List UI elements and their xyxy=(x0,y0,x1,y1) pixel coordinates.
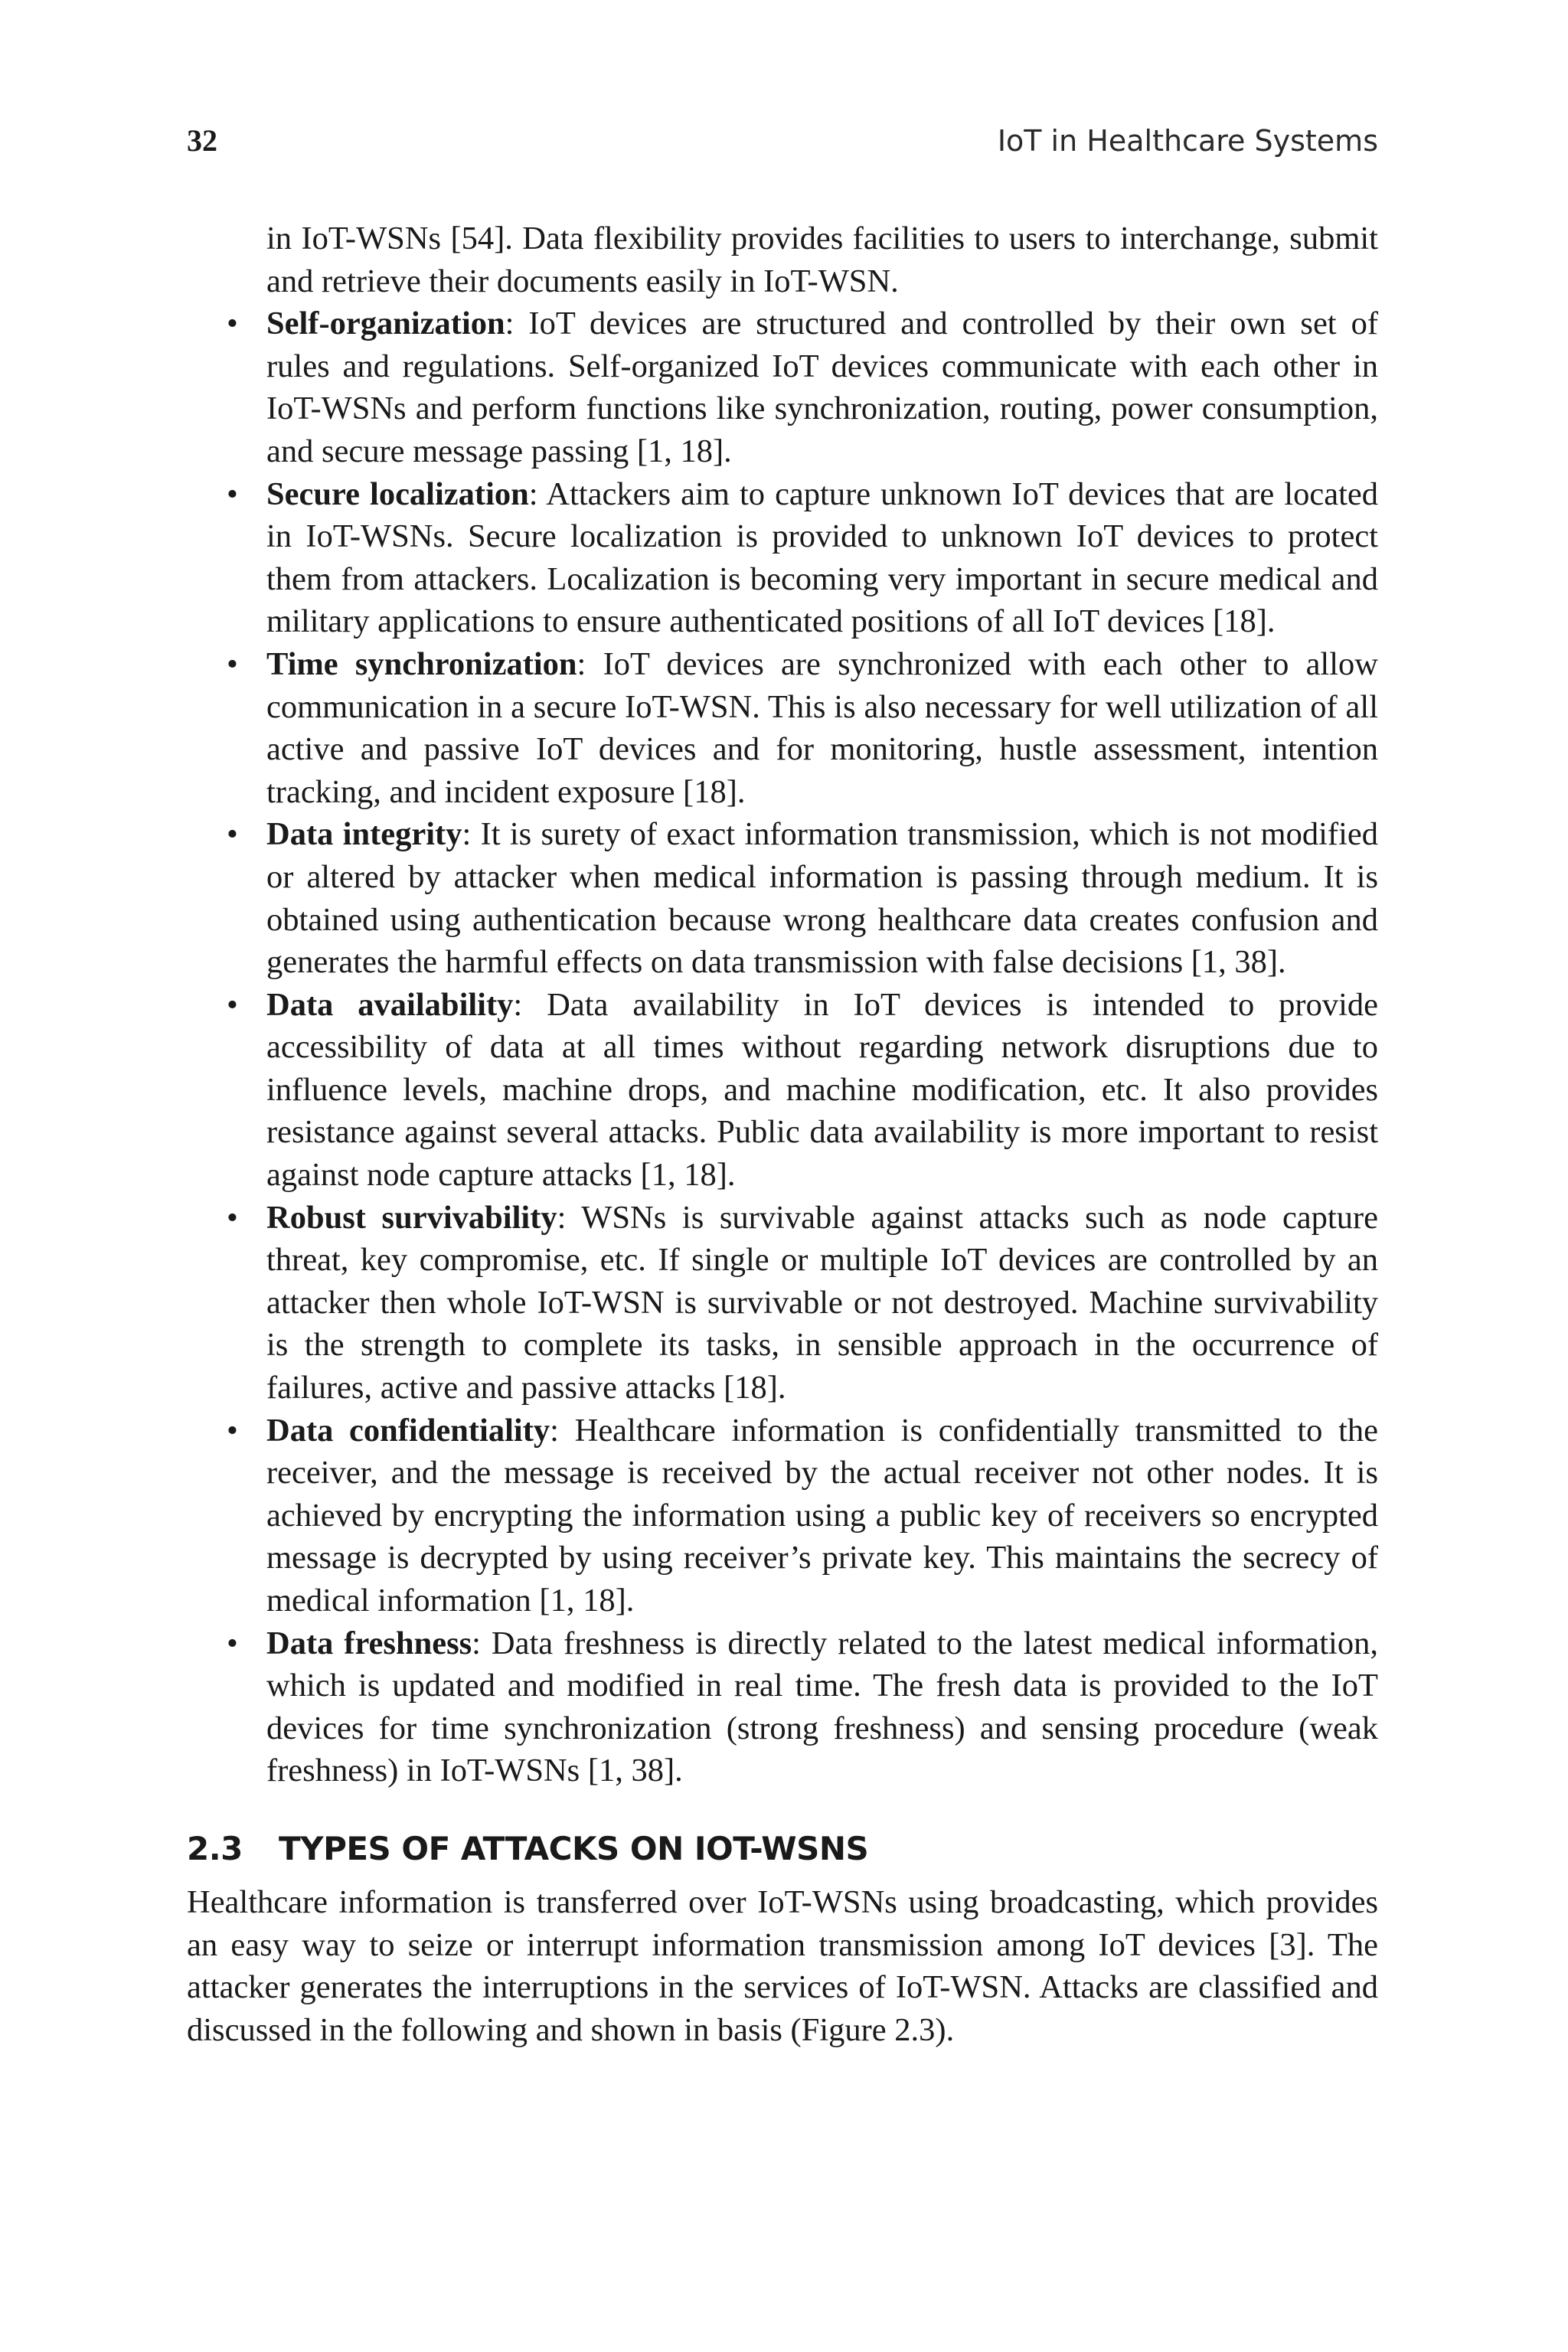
bullet-icon: • xyxy=(227,1625,238,1661)
bullet-icon: • xyxy=(227,645,238,682)
section-paragraph: Healthcare information is transferred over IoT-WSNs using broadcasting, which provides an easy way to seize or interrupt information transmission among IoT devices [3]. The attacker generates the interruptions in the services of IoT-WSN. Attacks are classified and discussed in the following and shown in basis (Figure 2.3). xyxy=(187,1883,1378,2048)
list-item-term: Robust survivability xyxy=(266,1199,557,1236)
bullet-icon: • xyxy=(227,1199,238,1236)
list-item-text: : It is surety of exact information transmission, which is not modified or altered by attacker when medical information is passing through medium. It is obtained using authentication because wrong healthcare data creates confusion and generates the harmful effects on data transmission with false decisions [1, 38]. xyxy=(266,816,1378,981)
list-item-data-availability xyxy=(187,984,1378,1197)
list-item-term: Data integrity xyxy=(266,816,462,853)
list-item-robust-survivability xyxy=(187,1197,1378,1410)
list-item-text: : Attackers aim to capture unknown IoT devices that are located in IoT-WSNs. Secure localization is provided to unknown IoT devices to protect them from attackers. Localization is becoming very important in secure medical and military applications to ensure authenticated positions of all IoT devices [18]. xyxy=(266,475,1378,640)
list-item-term: Secure localization xyxy=(266,475,529,512)
bullet-icon: • xyxy=(227,475,238,512)
list-item-term: Time synchronization xyxy=(266,645,577,682)
requirements-list xyxy=(187,302,1378,1792)
list-item-term: Data confidentiality xyxy=(266,1412,550,1449)
running-head-title: IoT in Healthcare Systems xyxy=(997,124,1378,158)
list-item-term: Data availability xyxy=(266,986,514,1023)
section-title: TYPES OF ATTACKS ON IOT-WSNS xyxy=(279,1829,869,1867)
list-item-text: : IoT devices are synchronized with each other to allow communication in a secure IoT-WSN. This is also necessary for well utilization of all active and passive IoT devices and for monitoring, hustle assessment, intention tracking, and incident exposure [18]. xyxy=(266,645,1378,810)
list-item-text: : WSNs is survivable against attacks such as node capture threat, key compromise, etc. If single or multiple IoT devices are controlled by an attacker then whole IoT-WSN is survivable or not destroyed. Machine survivability is the strength to complete its tasks, in sensible approach in the occurrence of failures, active and passive attacks [18]. xyxy=(266,1199,1379,1406)
list-item-self-organization xyxy=(187,302,1378,472)
list-item-term: Data freshness xyxy=(266,1625,472,1661)
bullet-icon: • xyxy=(227,986,238,1023)
list-item-time-synchronization xyxy=(187,643,1378,813)
list-item-text: : IoT devices are structured and controlled by their own set of rules and regulations. Self-organized IoT devices communicate with each other in IoT-WSNs and perform functions like synchronization, routing, power consumption, and secure message passing [1, 18]. xyxy=(266,305,1378,469)
list-item-term: Self-organization xyxy=(266,305,505,342)
bullet-icon: • xyxy=(227,1412,238,1449)
list-item-text: : Healthcare information is confidentially transmitted to the receiver, and the message is received by the actual receiver not other nodes. It is achieved by encrypting the information using a public key of receivers so encrypted message is decrypted by using receiver’s private key. This maintains the secrecy of medical information [1, 18]. xyxy=(266,1412,1379,1619)
list-item-data-confidentiality xyxy=(187,1410,1378,1622)
bullet-icon: • xyxy=(227,305,238,342)
list-item-text: : Data availability in IoT devices is intended to provide accessibility of data at all times without regarding network disruptions due to influence levels, machine drops, and machine modification, etc. It also provides resistance against several attacks. Public data availability is more important to resist against node capture attacks [1, 18]. xyxy=(266,986,1378,1194)
section-number: 2.3 xyxy=(187,1829,243,1867)
list-item-data-freshness xyxy=(187,1622,1378,1792)
list-item-secure-localization xyxy=(187,473,1378,643)
section-heading xyxy=(187,1826,1378,1872)
page-number: 32 xyxy=(187,123,217,158)
page-body xyxy=(187,217,1378,2051)
bullet-icon: • xyxy=(227,816,238,853)
continued-paragraph: in IoT-WSNs [54]. Data flexibility provides facilities to users to interchange, submit and retrieve their documents easily in IoT-WSN. xyxy=(266,220,1378,299)
list-item-data-integrity xyxy=(187,813,1378,983)
list-item-text: : Data freshness is directly related to the latest medical information, which is updated and modified in real time. The fresh data is provided to the IoT devices for time synchronization (strong freshness) and sensing procedure (weak freshness) in IoT-WSNs [1, 38]. xyxy=(266,1625,1378,1789)
